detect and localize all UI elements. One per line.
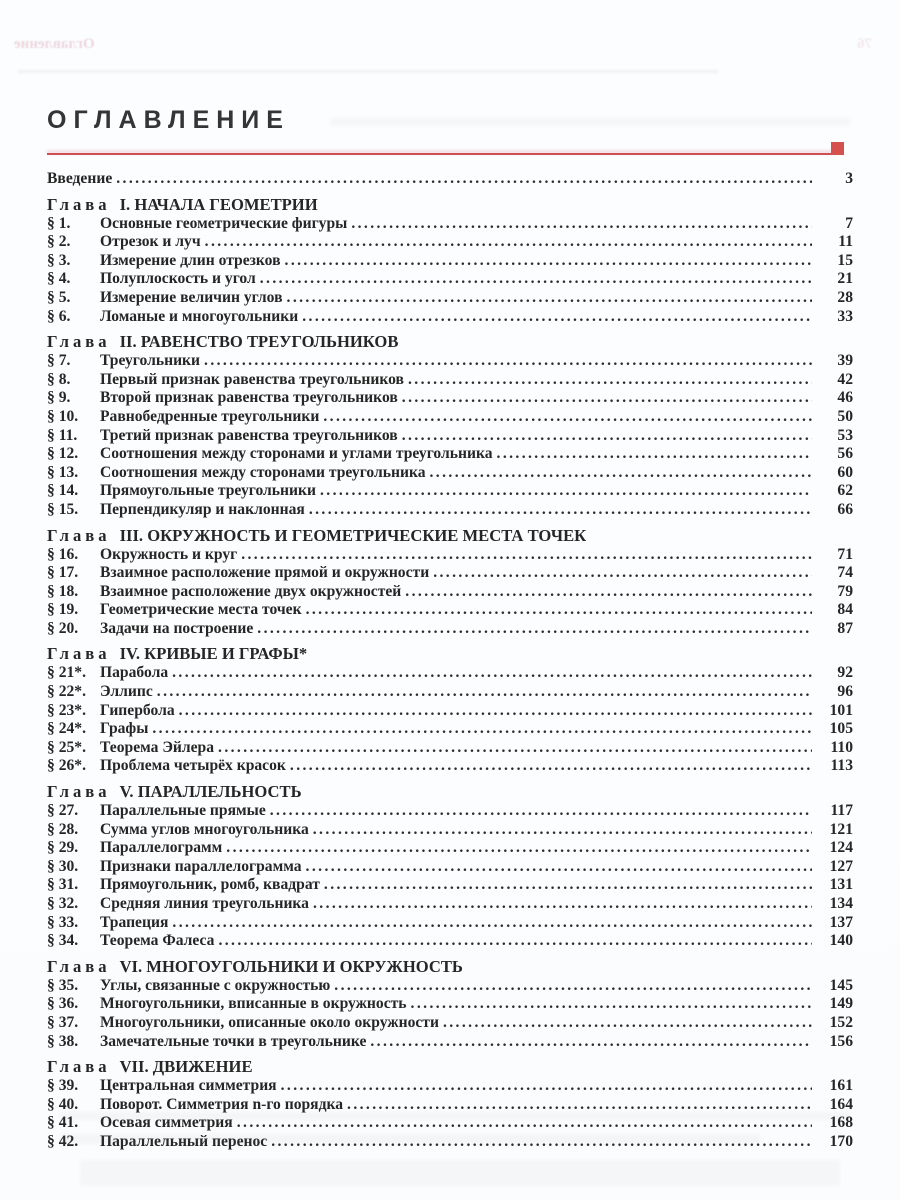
entry-page-number: 170: [829, 1132, 853, 1150]
dot-leader: [237, 1114, 812, 1133]
bleed-running-head: Оглавление: [14, 36, 95, 52]
entry-title: Отрезок и луч: [100, 233, 201, 251]
entry-section-number: § 12.: [47, 445, 79, 463]
dot-leader: [218, 932, 812, 951]
dot-leader: [152, 720, 812, 739]
entry-title: Теорема Фалеса: [100, 932, 215, 950]
entry-section-number: § 8.: [47, 370, 71, 388]
entry-title: Треугольники: [100, 352, 201, 370]
dot-leader: [433, 564, 812, 583]
toc-entry-row: [47, 564, 853, 583]
entry-section-number: § 20.: [47, 619, 79, 637]
toc-entry-row: [47, 427, 853, 446]
toc-entry-row: [47, 1014, 853, 1033]
toc-entry-row: [47, 1096, 853, 1115]
entry-section-number: § 1.: [47, 214, 71, 232]
toc-entry-row: [47, 1033, 853, 1052]
dot-leader: [405, 583, 812, 602]
dot-leader: [306, 858, 812, 877]
dot-leader: [172, 914, 812, 933]
entry-page-number: 96: [837, 683, 853, 701]
entry-section-number: § 7.: [47, 352, 71, 370]
dot-leader: [324, 876, 812, 895]
toc-entry-row: [47, 802, 853, 821]
entry-title: Многоугольники, описанные около окружности: [100, 1013, 439, 1031]
chapter-heading: [47, 331, 853, 352]
toc-entry-row: [47, 408, 853, 427]
dot-leader: [172, 664, 812, 683]
toc-entry-row: [47, 895, 853, 914]
entry-title: Центральная симметрия: [100, 1077, 277, 1095]
entry-section-number: § 18.: [47, 582, 79, 600]
toc-entry-row: [47, 308, 853, 327]
dot-leader: [205, 233, 812, 252]
toc-entry-row: [47, 858, 853, 877]
entry-page-number: 3: [845, 170, 853, 187]
toc-entry-row: [47, 445, 853, 464]
entry-page-number: 152: [829, 1013, 853, 1031]
entry-title: Задачи на построение: [100, 619, 254, 637]
entry-section-number: § 39.: [47, 1077, 79, 1095]
dot-leader: [241, 546, 812, 565]
dot-leader: [226, 839, 812, 858]
toc-entry-row: [47, 389, 853, 408]
dot-leader: [320, 482, 812, 501]
entry-section-number: § 33.: [47, 913, 79, 931]
entry-page-number: 101: [829, 701, 853, 719]
entry-page-number: 156: [829, 1032, 853, 1050]
dot-leader: [260, 270, 812, 289]
toc-entry-row: [47, 995, 853, 1014]
entry-title: Прямоугольник, ромб, квадрат: [100, 876, 320, 894]
entry-section-number: § 5.: [47, 288, 71, 306]
entry-title: Эллипс: [100, 683, 153, 701]
entry-section-number: § 15.: [47, 500, 79, 518]
chapter-title: I. НАЧАЛА ГЕОМЕТРИИ: [119, 194, 318, 214]
toc-entry-row: [47, 215, 853, 234]
dot-leader: [302, 308, 812, 327]
chapter-prefix: Глава: [47, 194, 111, 214]
entry-section-number: § 35.: [47, 976, 79, 994]
entry-section-number: § 16.: [47, 545, 79, 563]
dot-leader: [370, 1033, 812, 1052]
entry-title: Геометрические места точек: [100, 601, 302, 619]
toc-entry-row: [47, 270, 853, 289]
toc-entry-row: [47, 233, 853, 252]
chapter-title: III. ОКРУЖНОСТЬ И ГЕОМЕТРИЧЕСКИЕ МЕСТА ТОЧЕК: [119, 525, 587, 545]
entry-title: Третий признак равенства треугольников: [100, 426, 398, 444]
entry-page-number: 33: [837, 307, 853, 325]
entry-page-number: 127: [829, 857, 853, 875]
entry-title: Графы: [100, 720, 149, 738]
dot-leader: [402, 427, 812, 446]
dot-leader: [408, 371, 812, 390]
entry-section-number: § 40.: [47, 1095, 79, 1113]
toc-entry-row: [47, 289, 853, 308]
entry-section-number: § 37.: [47, 1013, 79, 1031]
dot-leader: [285, 252, 812, 271]
toc-entry-row: [47, 601, 853, 620]
dot-leader: [179, 702, 812, 721]
dot-leader: [313, 821, 812, 840]
rule-end-square: [831, 142, 844, 155]
toc-entry-row: [47, 501, 853, 520]
toc-entry-row: [47, 702, 853, 721]
entry-page-number: 79: [837, 582, 853, 600]
entry-title: Многоугольники, вписанные в окружность: [100, 995, 407, 1013]
entry-section-number: § 3.: [47, 251, 71, 269]
entry-section-number: § 28.: [47, 820, 79, 838]
entry-section-number: § 11.: [47, 426, 78, 444]
chapter-title: II. РАВЕНСТВО ТРЕУГОЛЬНИКОВ: [119, 332, 399, 352]
entry-section-number: § 23*.: [47, 701, 86, 719]
dot-leader: [313, 895, 812, 914]
dot-leader: [443, 1014, 812, 1033]
chapter-prefix: Глава: [47, 782, 111, 802]
entry-page-number: 110: [830, 738, 853, 756]
entry-title: Парабола: [100, 664, 169, 682]
page-title: ОГЛАВЛЕНИЕ: [47, 106, 290, 134]
chapter-heading: [47, 1056, 853, 1077]
toc-entry-row: [47, 914, 853, 933]
entry-section-number: § 41.: [47, 1114, 79, 1132]
entry-page-number: 87: [837, 619, 853, 637]
entry-title: Основные геометрические фигуры: [100, 214, 348, 232]
entry-page-number: 46: [837, 389, 853, 407]
entry-page-number: 164: [829, 1095, 853, 1113]
chapter-heading: [47, 643, 853, 664]
entry-section-number: § 21*.: [47, 664, 86, 682]
chapter-heading: [47, 781, 853, 802]
entry-title: Измерение длин отрезков: [100, 251, 281, 269]
toc-entry-row: [47, 1114, 853, 1133]
entry-page-number: 56: [837, 445, 853, 463]
toc-entry-row: [47, 664, 853, 683]
dot-leader: [306, 601, 812, 620]
entry-section-number: § 6.: [47, 307, 71, 325]
entry-section-number: § 14.: [47, 482, 79, 500]
entry-page-number: 50: [837, 407, 853, 425]
entry-page-number: 60: [837, 463, 853, 481]
entry-page-number: 121: [829, 820, 853, 838]
dot-leader: [347, 1096, 812, 1115]
chapter-heading: [47, 956, 853, 977]
toc-entry-row: [47, 876, 853, 895]
entry-section-number: § 31.: [47, 876, 79, 894]
entry-page-number: 145: [829, 976, 853, 994]
entry-page-number: 105: [829, 720, 853, 738]
toc-entry-row: [47, 352, 853, 371]
entry-title: Взаимное расположение двух окружностей: [100, 582, 402, 600]
dot-leader: [281, 1077, 812, 1096]
entry-section-number: § 10.: [47, 407, 79, 425]
toc-entry-row: [47, 757, 853, 776]
entry-title: Параллельные прямые: [100, 802, 266, 820]
entry-page-number: 117: [830, 802, 853, 820]
entry-section-number: § 36.: [47, 995, 79, 1013]
entry-page-number: 15: [837, 251, 853, 269]
entry-title: Сумма углов многоугольника: [100, 820, 309, 838]
entry-section-number: § 29.: [47, 839, 79, 857]
entry-title: Равнобедренные треугольники: [100, 407, 320, 425]
entry-page-number: 134: [829, 895, 853, 912]
toc-entry-row: [47, 977, 853, 996]
entry-title: Гипербола: [100, 701, 175, 719]
entry-title: Прямоугольные треугольники: [100, 482, 316, 500]
entry-title: Взаимное расположение прямой и окружности: [100, 564, 430, 582]
toc-entry-row: [47, 1133, 853, 1152]
entry-title: Средняя линия треугольника: [100, 895, 309, 912]
bleed-folio: 76: [857, 36, 872, 52]
entry-page-number: 71: [837, 545, 853, 563]
dot-leader: [257, 620, 812, 639]
entry-page-number: 7: [845, 214, 853, 232]
entry-page-number: 53: [837, 426, 853, 444]
entry-section-number: § 30.: [47, 857, 79, 875]
entry-section-number: § 2.: [47, 233, 71, 251]
chapter-title: V. ПАРАЛЛЕЛЬНОСТЬ: [119, 782, 302, 802]
toc-intro-row: [47, 170, 853, 189]
table-of-contents: [47, 170, 853, 1152]
toc-entry-row: [47, 720, 853, 739]
entry-section-number: § 4.: [47, 270, 71, 288]
entry-section-number: § 27.: [47, 802, 79, 820]
entry-title: Первый признак равенства треугольников: [100, 370, 404, 388]
entry-title: Углы, связанные с окружностью: [100, 976, 331, 994]
entry-title: Теорема Эйлера: [100, 738, 215, 756]
chapter-prefix: Глава: [47, 956, 111, 976]
bleed-rule-artifact: [18, 70, 718, 73]
entry-section-number: § 22*.: [47, 683, 86, 701]
dot-leader: [497, 445, 812, 464]
dot-leader: [430, 464, 813, 483]
entry-page-number: 28: [837, 288, 853, 306]
dot-leader: [351, 215, 812, 234]
chapter-prefix: Глава: [47, 332, 111, 352]
entry-section-number: § 13.: [47, 463, 79, 481]
chapter-heading: [47, 194, 853, 215]
entry-page-number: 124: [829, 839, 853, 857]
entry-title: Осевая симметрия: [100, 1114, 233, 1132]
dot-leader: [290, 757, 812, 776]
toc-entry-row: [47, 1077, 853, 1096]
dot-leader: [309, 501, 812, 520]
dot-leader: [116, 170, 812, 189]
entry-title: Замечательные точки в треугольнике: [100, 1032, 367, 1050]
entry-page-number: 39: [837, 352, 853, 370]
entry-section-number: § 19.: [47, 601, 79, 619]
dot-leader: [271, 1133, 812, 1152]
entry-title: Введение: [47, 170, 113, 187]
entry-title: Параллелограмм: [100, 839, 223, 857]
entry-page-number: 42: [837, 370, 853, 388]
title-underline-rule: [47, 142, 853, 155]
entry-section-number: § 42.: [47, 1132, 79, 1150]
entry-page-number: 140: [829, 932, 853, 950]
entry-page-number: 92: [837, 664, 853, 682]
chapter-title: VI. МНОГОУГОЛЬНИКИ И ОКРУЖНОСТЬ: [119, 956, 463, 976]
entry-section-number: § 24*.: [47, 720, 86, 738]
entry-title: Перпендикуляр и наклонная: [100, 500, 305, 518]
entry-page-number: 21: [837, 270, 853, 288]
chapter-title: VII. ДВИЖЕНИЕ: [119, 1057, 253, 1077]
entry-title: Поворот. Симметрия n-го порядка: [100, 1095, 344, 1113]
entry-page-number: 74: [837, 564, 853, 582]
entry-section-number: § 17.: [47, 564, 79, 582]
entry-section-number: § 26*.: [47, 757, 86, 775]
entry-title: Соотношения между сторонами и углами треугольника: [100, 445, 493, 463]
dot-leader: [402, 389, 812, 408]
red-rule: [47, 153, 838, 155]
dot-leader: [270, 802, 812, 821]
bleed-artifact: [80, 1160, 840, 1186]
entry-title: Признаки параллелограмма: [100, 857, 302, 875]
entry-page-number: 113: [830, 757, 853, 775]
entry-section-number: § 9.: [47, 389, 71, 407]
toc-entry-row: [47, 739, 853, 758]
toc-entry-row: [47, 839, 853, 858]
toc-entry-row: [47, 932, 853, 951]
entry-page-number: 161: [829, 1077, 853, 1095]
dot-leader: [157, 683, 812, 702]
entry-title: Соотношения между сторонами треугольника: [100, 463, 426, 481]
dot-leader: [411, 995, 812, 1014]
entry-title: Ломаные и многоугольники: [100, 307, 299, 325]
toc-entry-row: [47, 252, 853, 271]
toc-entry-row: [47, 464, 853, 483]
entry-page-number: 149: [829, 995, 853, 1013]
dot-leader: [323, 408, 812, 427]
chapter-prefix: Глава: [47, 1057, 111, 1077]
toc-entry-row: [47, 821, 853, 840]
entry-title: Проблема четырёх красок: [100, 757, 286, 775]
entry-page-number: 62: [837, 482, 853, 500]
entry-page-number: 131: [829, 876, 853, 894]
dot-leader: [287, 289, 812, 308]
entry-title: Полуплоскость и угол: [100, 270, 256, 288]
dot-leader: [218, 739, 812, 758]
entry-title: Измерение величин углов: [100, 288, 283, 306]
toc-entry-row: [47, 371, 853, 390]
entry-page-number: 137: [829, 913, 853, 931]
entry-page-number: 168: [829, 1114, 853, 1132]
entry-section-number: § 34.: [47, 932, 79, 950]
toc-entry-row: [47, 546, 853, 565]
toc-entry-row: [47, 583, 853, 602]
entry-title: Параллельный перенос: [100, 1132, 268, 1150]
entry-page-number: 66: [837, 500, 853, 518]
entry-page-number: 84: [837, 601, 853, 619]
entry-title: Трапеция: [100, 913, 169, 931]
toc-entry-row: [47, 482, 853, 501]
dot-leader: [204, 352, 812, 371]
entry-section-number: § 25*.: [47, 738, 86, 756]
entry-title: Окружность и круг: [100, 545, 238, 563]
chapter-prefix: Глава: [47, 644, 111, 664]
chapter-prefix: Глава: [47, 525, 111, 545]
entry-title: Второй признак равенства треугольников: [100, 389, 398, 407]
toc-entry-row: [47, 620, 853, 639]
entry-section-number: § 38.: [47, 1032, 79, 1050]
chapter-title: IV. КРИВЫЕ И ГРАФЫ*: [119, 644, 308, 664]
dot-leader: [334, 977, 812, 996]
chapter-heading: [47, 525, 853, 546]
toc-entry-row: [47, 683, 853, 702]
entry-page-number: 11: [838, 233, 853, 251]
entry-section-number: § 32.: [47, 895, 79, 912]
